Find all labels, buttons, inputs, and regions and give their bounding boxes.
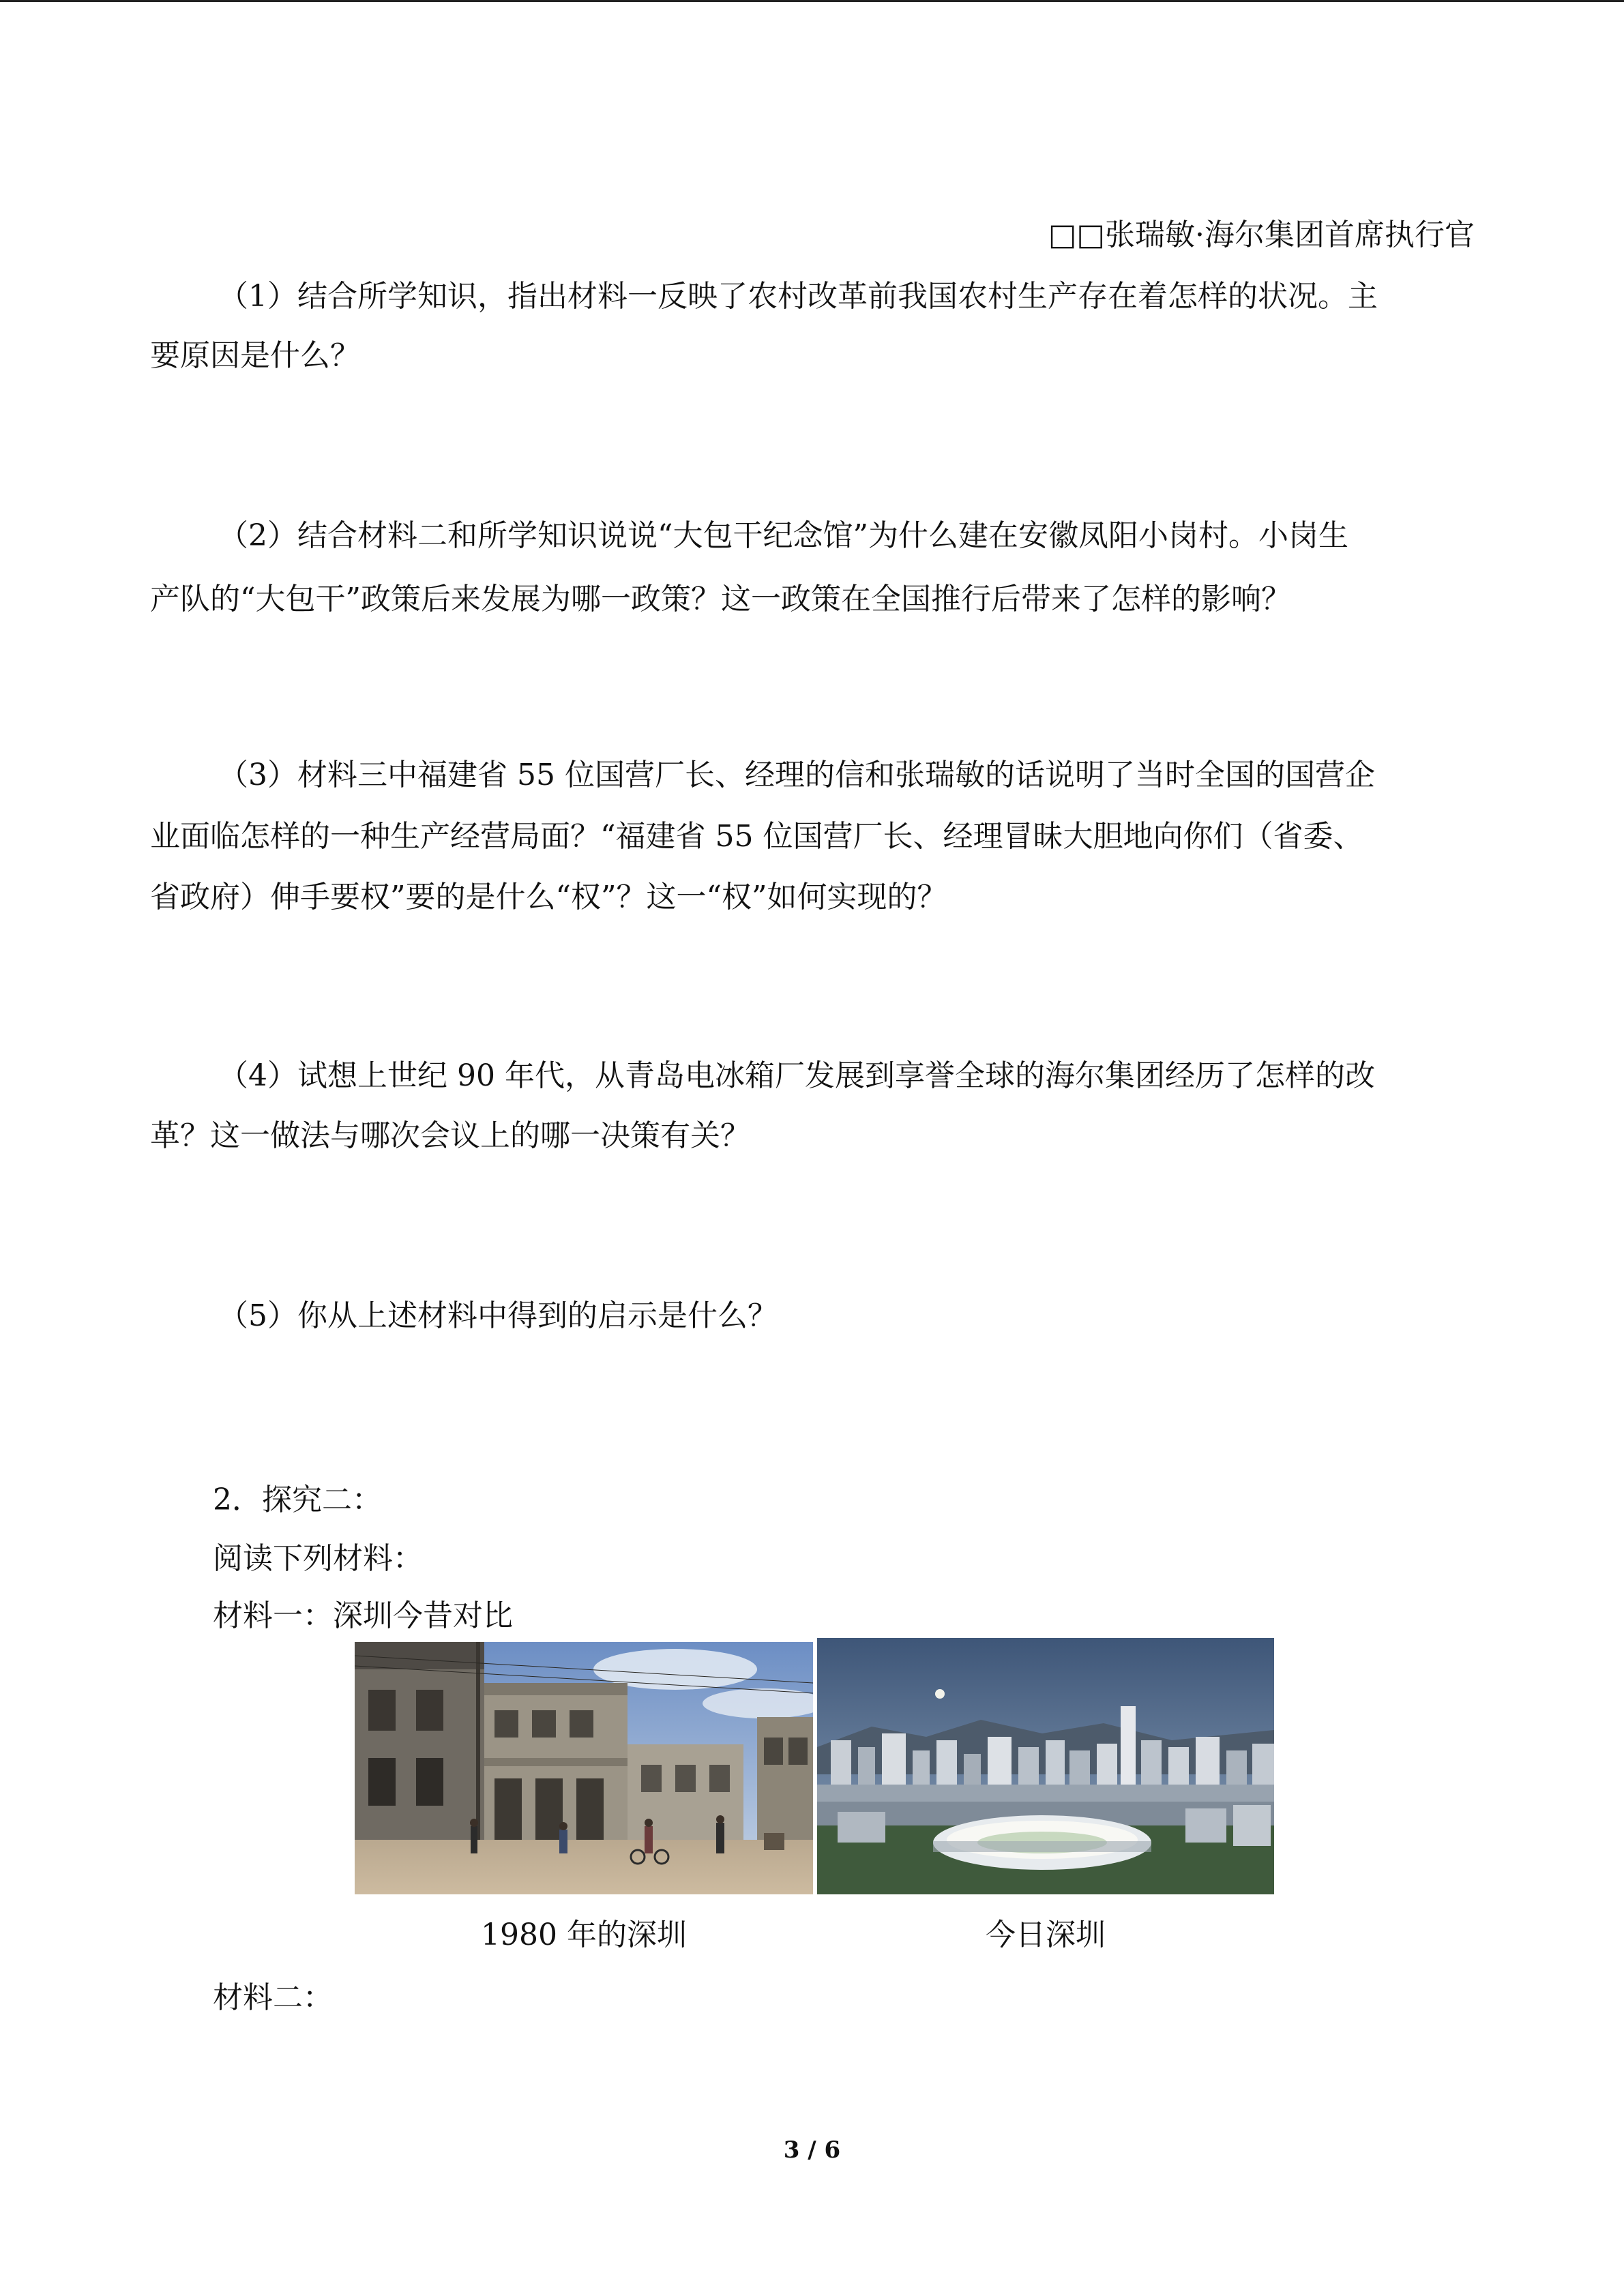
- photo-shenzhen-1980-graphic: [355, 1642, 813, 1894]
- question-5-line-1: （5）你从上述材料中得到的启示是什么？: [218, 1298, 778, 1333]
- page-number: 3 / 6: [783, 2136, 841, 2164]
- question-2-line-2: 产队的“大包干”政策后来发展为哪一政策？这一政策在全国推行后带来了怎样的影响？: [150, 582, 1291, 616]
- attribution-line: □□张瑞敏·海尔集团首席执行官: [1048, 218, 1475, 252]
- material-2-label: 材料二：: [213, 1980, 333, 2015]
- question-4-line-2: 革？这一做法与哪次会议上的哪一决策有关？: [150, 1118, 750, 1153]
- photo-shenzhen-today-graphic: [817, 1638, 1274, 1894]
- question-3-line-1: （3）材料三中福建省 55 位国营厂长、经理的信和张瑞敏的话说明了当时全国的国营企: [218, 758, 1375, 792]
- section-heading: 2．探究二：: [213, 1482, 382, 1517]
- question-1-line-2: 要原因是什么？: [150, 338, 360, 373]
- material-1-label: 材料一：深圳今昔对比: [213, 1598, 513, 1633]
- question-3-line-3: 省政府）伸手要权”要的是什么“权”？这一“权”如何实现的？: [150, 880, 947, 914]
- photo-caption-today: 今日深圳: [986, 1918, 1106, 1952]
- question-3-line-2: 业面临怎样的一种生产经营局面？“福建省 55 位国营厂长、经理冒昧大胆地向你们（省委、: [150, 819, 1363, 854]
- photo-shenzhen-1980: [355, 1642, 813, 1894]
- question-1-line-1: （1）结合所学知识，指出材料一反映了农村改革前我国农村生产存在着怎样的状况。主: [218, 279, 1378, 314]
- section-instruction: 阅读下列材料：: [213, 1541, 423, 1576]
- photo-shenzhen-today: [817, 1638, 1274, 1894]
- photo-caption-1980: 1980 年的深圳: [481, 1918, 687, 1952]
- question-2-line-1: （2）结合材料二和所学知识说说“大包干纪念馆”为什么建在安徽凤阳小岗村。小岗生: [218, 518, 1348, 553]
- question-4-line-1: （4）试想上世纪 90 年代，从青岛电冰箱厂发展到享誉全球的海尔集团经历了怎样的改: [218, 1058, 1375, 1093]
